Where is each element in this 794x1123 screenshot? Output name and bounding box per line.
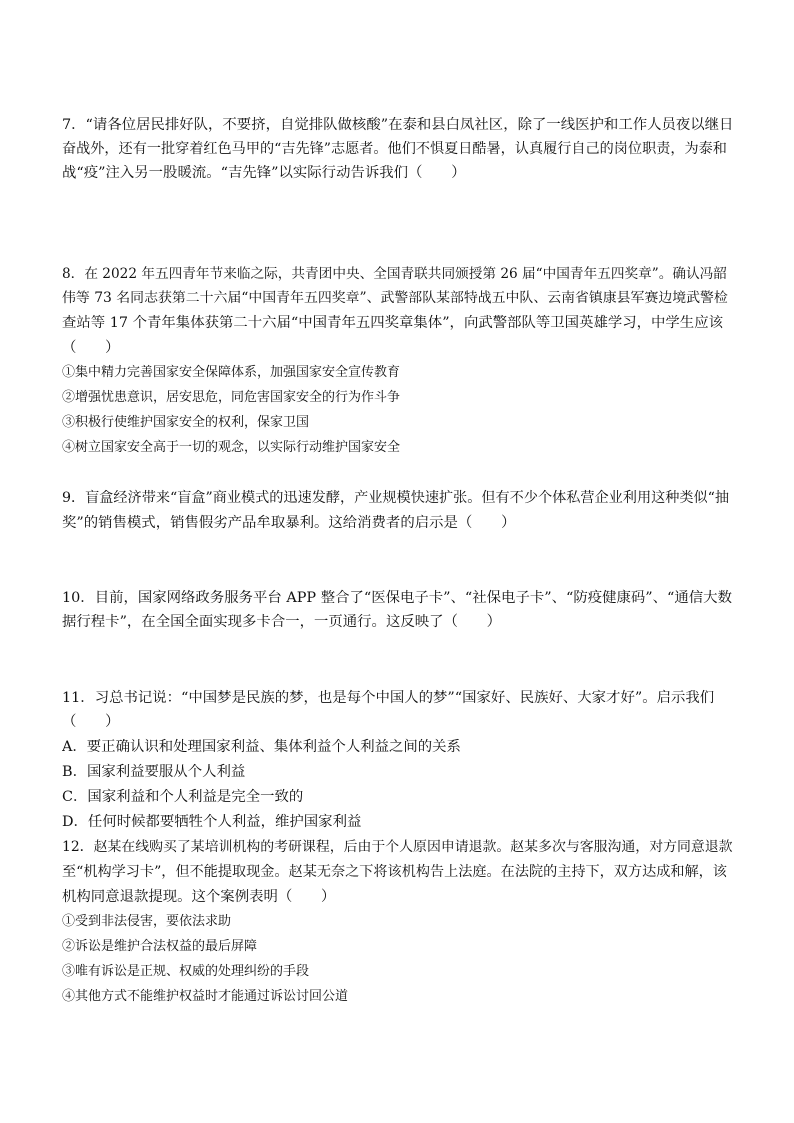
q7-stem-line: 战“疫”注入另一股暖流。“吉先锋”以实际行动告诉我们（ ） [62,165,466,181]
q9-stem-line: 9．盲盒经济带来“盲盒”商业模式的迅速发酵，产业规模快速扩张。但有不少个体私营企业利用这种类似“抽 [62,490,730,506]
q8-statement: ②增强忧患意识，居安思危，同危害国家安全的行为作斗争 [62,390,401,405]
q10-stem-line: 10．目前，国家网络政务服务平台 APP 整合了“医保电子卡”、“社保电子卡”、“防疫健康码”、“通信大数 [62,590,732,606]
q11-stem-line: 11．习总书记说：“中国梦是民族的梦，也是每个中国人的梦”“国家好、民族好、大家才好”。启示我们 [62,690,715,706]
q7-stem-line: 7．“请各位居民排好队，不要挤，自觉排队做核酸”在泰和县白凤社区，除了一线医护和工作人员夜以继日 [62,117,734,133]
q8-statement: ③积极行使维护国家安全的权利，保家卫国 [62,415,310,430]
q12-stem-line: 至“机构学习卡”，但不能提取现金。赵某无奈之下将该机构告上法庭。在法院的主持下，双方达成和解，该 [62,864,727,880]
q10-stem-line: 据行程卡”，在全国全面实现多卡合一，一页通行。这反映了（ ） [62,614,502,630]
choice-option-c: C．国家利益和个人利益是完全一致的 [62,789,304,805]
choice-option-d: D．任何时候都要牺牲个人利益，维护国家利益 [62,814,362,830]
q8-stem-line: 查站等 17 个青年集体获第二十六届“中国青年五四奖章集体”，向武警部队等卫国英雄学习，中学生应该 [62,315,723,331]
q12-stem-line: 12．赵某在线购买了某培训机构的考研课程，后由于个人原因申请退款。赵某多次与客服沟通，对方同意退款 [62,839,733,855]
q8-stem-line: （ ） [62,340,120,356]
q8-stem-line: 伟等 73 名同志获第二十六届“中国青年五四奖章”、武警部队某部特战五中队、云南省镇康县军赛边境武警检 [62,290,728,306]
q12-statement: ②诉讼是维护合法权益的最后屏障 [62,939,258,954]
q8-statement: ④树立国家安全高于一切的观念，以实际行动维护国家安全 [62,440,401,455]
q12-statement: ③唯有诉讼是正规、权威的处理纠纷的手段 [62,964,310,979]
q12-statement: ④其他方式不能维护权益时才能通过诉讼讨回公道 [62,989,349,1004]
choice-option-a: A．要正确认识和处理国家利益、集体利益个人利益之间的关系 [62,739,461,755]
q12-statement: ①受到非法侵害，要依法求助 [62,914,232,929]
q7-stem-line: 奋战外，还有一批穿着红色马甲的“吉先锋”志愿者。他们不惧夏日酷暑，认真履行自己的岗位职责，为泰和 [62,141,727,157]
q8-statement: ①集中精力完善国家安全保障体系，加强国家安全宣传教育 [62,365,401,380]
q8-stem-line: 8．在 2022 年五四青年节来临之际，共青团中央、全国青联共同颁授第 26 届“中国青年五四奖章”。确认冯韶 [62,266,727,282]
q11-stem-line: （ ） [62,714,120,730]
q12-stem-line: 机构同意退款提现。这个案例表明（ ） [62,889,336,905]
q9-stem-line: 奖”的销售模式，销售假劣产品牟取暴利。这给消费者的启示是（ ） [62,515,516,531]
choice-option-b: B．国家利益要服从个人利益 [62,764,246,780]
